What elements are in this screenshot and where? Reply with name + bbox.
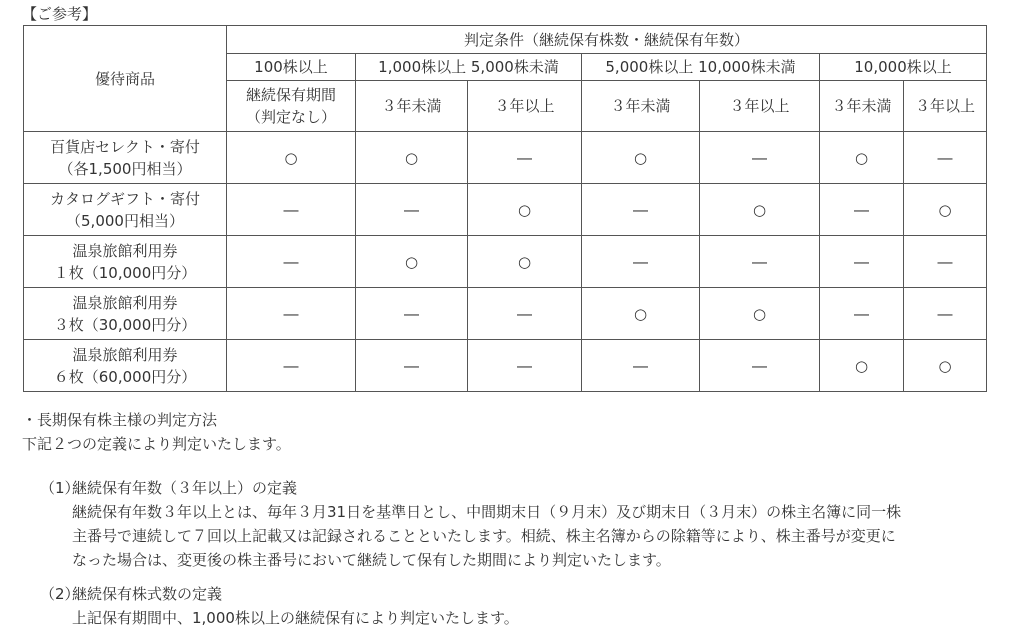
table-row: [24, 132, 987, 184]
period-none-line2: （判定なし）: [245, 108, 336, 126]
eligibility-mark: ―: [700, 132, 820, 184]
table-row: [24, 340, 987, 392]
condition-header: 判定条件（継続保有株数・継続保有年数）: [227, 26, 987, 54]
eligibility-mark: ○: [582, 288, 700, 340]
period-cell: ３年未満: [820, 81, 904, 132]
eligibility-mark: ―: [582, 340, 700, 392]
eligibility-mark: ―: [700, 340, 820, 392]
definition-1-number: （1）: [40, 479, 80, 497]
eligibility-mark: ―: [468, 340, 582, 392]
benefit-name: 温泉旅館利用券: [72, 345, 178, 364]
benefit-name: 百貨店セレクト・寄付: [50, 137, 200, 156]
eligibility-mark: ○: [700, 288, 820, 340]
benefit-name: カタログギフト・寄付: [49, 189, 200, 208]
eligibility-mark: ○: [820, 132, 904, 184]
definition-1-text-line: 主番号で連続して７回以上記載又は記録されることといたします。相続、株主名簿からの除籍等により、株主番号が変更に: [72, 527, 896, 545]
definition-1-text-line: 継続保有年数３年以上とは、毎年３月31日を基準日とし、中間期末日（９月末）及び期末日（３月末）の株主名簿に同一株: [72, 503, 902, 521]
definition-2-text-line: 上記保有期間中、1,000株以上の継続保有により判定いたします。: [72, 609, 519, 627]
method-title: ・長期保有株主様の判定方法: [22, 411, 218, 429]
eligibility-mark: ○: [700, 184, 820, 236]
table-row: [24, 236, 987, 288]
eligibility-mark: ―: [356, 340, 468, 392]
period-cell: ３年以上: [468, 81, 582, 132]
eligibility-mark: ○: [356, 236, 468, 288]
eligibility-mark: ―: [227, 184, 356, 236]
definition-1-text-line: なった場合は、変更後の株主番号において継続して保有した期間により判定いたします。: [72, 551, 671, 569]
eligibility-mark: ○: [904, 340, 987, 392]
benefit-value: （5,000円相当）: [66, 211, 184, 230]
period-none-cell: [227, 81, 356, 132]
eligibility-mark: ―: [820, 288, 904, 340]
method-intro: 下記２つの定義により判定いたします。: [22, 435, 291, 453]
benefits-table: [23, 25, 987, 392]
benefit-value: １枚（10,000円分）: [53, 263, 197, 282]
period-cell: ３年未満: [356, 81, 468, 132]
eligibility-mark: ―: [468, 288, 582, 340]
eligibility-mark: ―: [904, 132, 987, 184]
eligibility-mark: ―: [227, 340, 356, 392]
eligibility-mark: ○: [227, 132, 356, 184]
definition-1-title: 継続保有年数（３年以上）の定義: [72, 479, 298, 497]
share-group-100: 100株以上: [227, 54, 356, 81]
share-group-1000: 1,000株以上 5,000株未満: [356, 54, 582, 81]
eligibility-mark: ―: [582, 236, 700, 288]
eligibility-mark: ―: [700, 236, 820, 288]
eligibility-mark: ―: [356, 184, 468, 236]
eligibility-mark: ―: [820, 184, 904, 236]
benefit-label-cell: [24, 184, 227, 236]
eligibility-mark: ○: [904, 184, 987, 236]
benefit-label-cell: [24, 236, 227, 288]
table-row: [24, 184, 987, 236]
benefit-value: ６枚（60,000円分）: [53, 367, 197, 386]
eligibility-mark: ―: [582, 184, 700, 236]
row-header-benefit: 優待商品: [24, 26, 227, 132]
eligibility-mark: ○: [468, 236, 582, 288]
definition-2-title: 継続保有株式数の定義: [72, 585, 223, 603]
benefit-value: （各1,500円相当）: [58, 159, 192, 178]
eligibility-mark: ○: [582, 132, 700, 184]
benefit-name: 温泉旅館利用券: [72, 241, 178, 260]
benefit-label-cell: [24, 340, 227, 392]
period-cell: ３年未満: [582, 81, 700, 132]
eligibility-mark: ○: [468, 184, 582, 236]
benefit-label-cell: [24, 288, 227, 340]
period-cell: ３年以上: [904, 81, 987, 132]
eligibility-mark: ―: [904, 236, 987, 288]
benefit-name: 温泉旅館利用券: [72, 293, 178, 312]
benefit-value: ３枚（30,000円分）: [53, 315, 197, 334]
eligibility-mark: ―: [227, 236, 356, 288]
table-row: [24, 288, 987, 340]
eligibility-mark: ―: [356, 288, 468, 340]
period-cell: ３年以上: [700, 81, 820, 132]
reference-heading: 【ご参考】: [22, 5, 98, 23]
eligibility-mark: ―: [227, 288, 356, 340]
eligibility-mark: ―: [820, 236, 904, 288]
definition-2-number: （2）: [40, 585, 80, 603]
share-group-10000: 10,000株以上: [820, 54, 987, 81]
eligibility-mark: ○: [356, 132, 468, 184]
benefit-label-cell: [24, 132, 227, 184]
eligibility-mark: ○: [820, 340, 904, 392]
share-group-5000: 5,000株以上 10,000株未満: [582, 54, 820, 81]
eligibility-mark: ―: [904, 288, 987, 340]
eligibility-mark: ―: [468, 132, 582, 184]
period-none-line1: 継続保有期間: [245, 86, 336, 104]
